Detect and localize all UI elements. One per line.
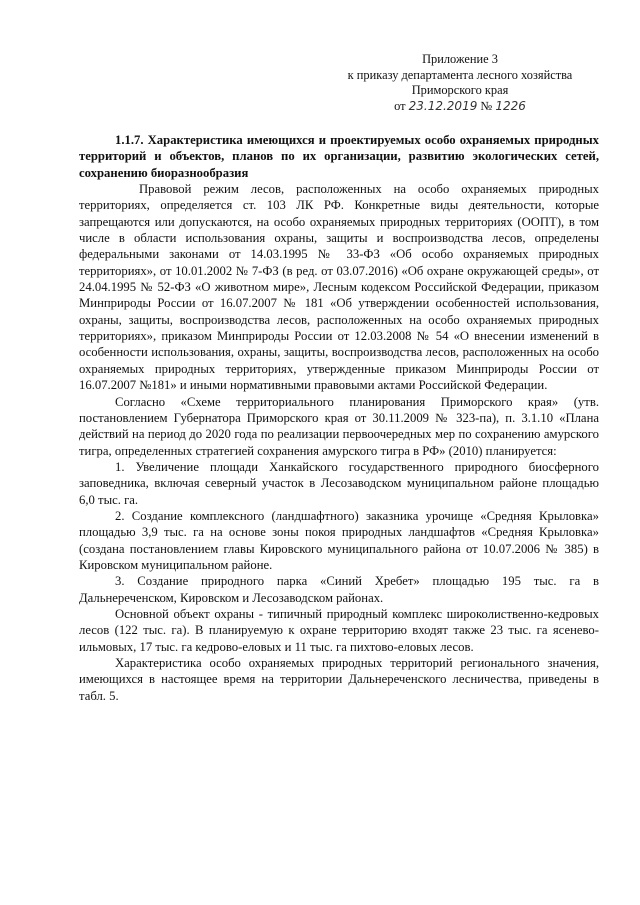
- paragraph-table-reference: Характеристика особо охраняемых природных территорий регионального значения, имеющихся в настоящее время на территории Дальнереченского лесничества, приведены в табл. 5.: [79, 656, 599, 703]
- paragraph-legal-regime: Правовой режим лесов, расположенных на особо охраняемых природных территориях, определяется ст. 103 ЛК РФ. Конкретные виды деятельности, которые запрещаются или допускаются, на особо охраняемых природных территориях (ООПТ), в том числе в области использования охраны, защиты и воспроизводства лесов, определены федеральными законами от 14.03.1995 № 33-ФЗ «Об особо охраняемых природных территориях», от 10.01.2002 № 7-ФЗ (в ред. от 03.07.2016) «Об охране окружающей среды», от 24.04.1995 № 52-ФЗ «О животном мире», Лесным кодексом Российской Федерации, приказом Минприроды России от 16.07.2007 № 181 «Об утверждении особенностей использования, охраны, защиты, воспроизводства лесов, расположенных на особо охраняемых природных территориях», приказом Минприроды России от 12.03.2008 № 54 «О внесении изменений в особенности использования, охраны, защиты, воспроизводства лесов, расположенных на особо охраняемых природных территориях, утвержденные приказом Минприроды России от 16.07.2007 №181» и иными нормативными правовыми актами Российской Федерации.: [79, 182, 599, 393]
- section-body: [79, 132, 599, 704]
- handwritten-date: 23.12.2019: [408, 98, 478, 113]
- order-date-line: [330, 99, 590, 115]
- paragraph-planning-scheme: Согласно «Схеме территориального планирования Приморского края» (утв. постановлением Губернатора Приморского края от 30.11.2009 № 323-па), п. 3.1.10 «Плана действий на период до 2020 года по реализации первоочередных мер по сохранению амурского тигра, определенных стратегией сохранения амурского тигра в РФ» (2010) планируется:: [79, 394, 599, 458]
- date-prefix: от: [394, 98, 406, 113]
- list-item-2: 2. Создание комплексного (ландшафтного) заказника урочище «Средняя Крыловка» площадью 3,9 тыс. га на основе зоны покоя природных ландшафтов «Средняя Крыловка» (создана постановлением главы Кировского муниципального района от 10.07.2006 № 385) в Кировском муниципальном районе.: [79, 508, 599, 572]
- list-item-3: 3. Создание природного парка «Синий Хребет» площадью 195 тыс. га в Дальнереченском, Кировском и Лесозаводском районах.: [79, 574, 599, 605]
- paragraph-protection-object: Основной объект охраны - типичный природный комплекс широколиственно-кедровых лесов (122 тыс. га). В планируемую к охране территорию входят также 23 тыс. га ясенево-ильмовых, 17 тыс. га кедрово-еловых и 11 тыс. га пихтово-еловых лесов.: [79, 606, 599, 654]
- section-heading: 1.1.7. Характеристика имеющихся и проектируемых особо охраняемых природных территорий и объектов, планов по их организации, развитию экологических сетей, сохранению биоразнообразия: [79, 133, 599, 180]
- handwritten-number: 1226: [495, 98, 526, 113]
- region-name: Приморского края: [411, 83, 509, 97]
- appendix-title: Приложение 3: [422, 52, 498, 66]
- list-item-1: 1. Увеличение площади Ханкайского государственного природного биосферного заповедника, включая северный участок в Лесозаводском муниципальном районе площадью 6,0 тыс. га.: [79, 459, 599, 507]
- appendix-header: [330, 52, 590, 114]
- order-reference: к приказу департамента лесного хозяйства: [347, 67, 573, 82]
- number-prefix: №: [480, 98, 493, 113]
